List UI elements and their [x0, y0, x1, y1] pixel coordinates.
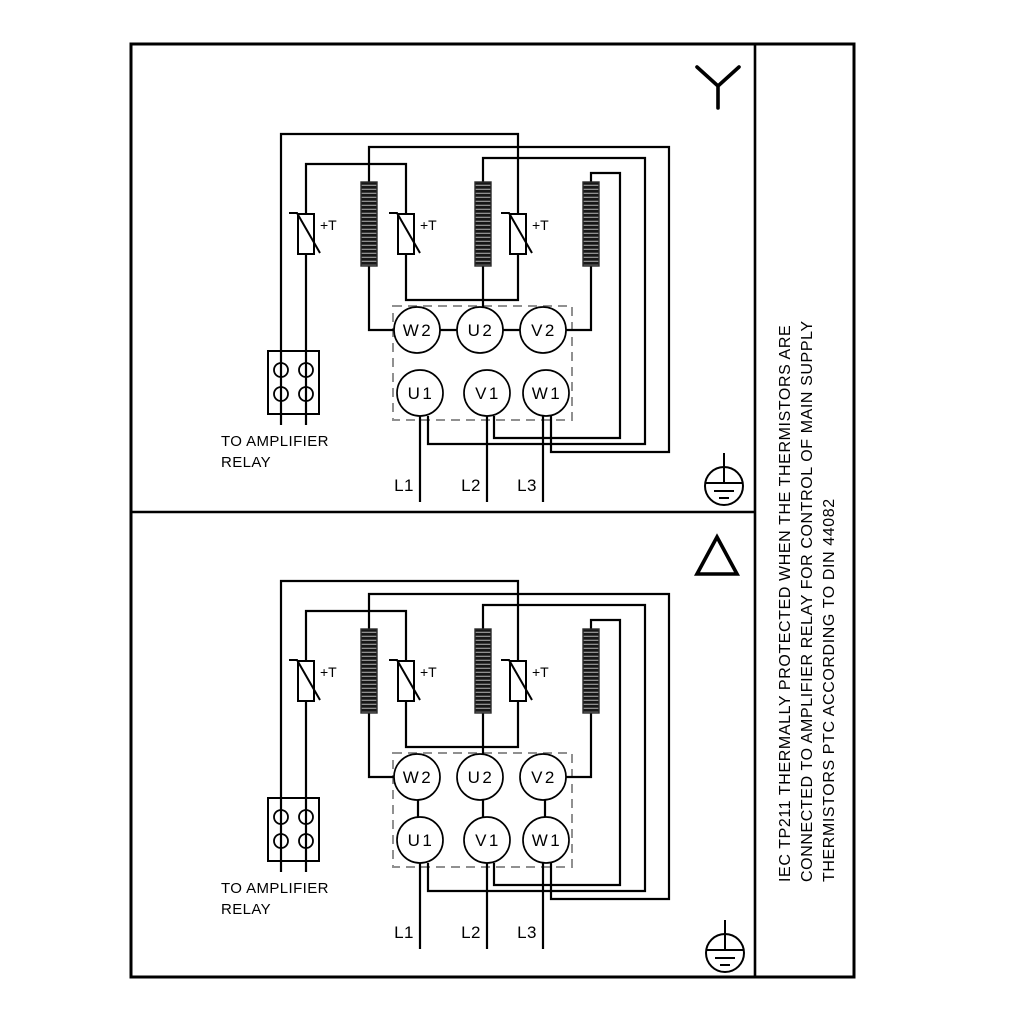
delta-connection-icon	[697, 537, 737, 574]
ground-icon	[706, 920, 744, 972]
winding-coil-v	[583, 629, 599, 713]
relay-note-line2: RELAY	[221, 901, 272, 918]
terminal-label-v2: V2	[531, 768, 557, 787]
thermistor-icon-1	[289, 213, 320, 254]
thermistor-icon-2	[389, 660, 420, 701]
winding-coil-w	[361, 629, 377, 713]
thermistor-label: +T	[420, 217, 437, 233]
panel-star	[221, 67, 743, 505]
supply-label-l3: L3	[517, 923, 537, 942]
terminal-label-v1: V1	[475, 831, 501, 850]
terminal-label-w2: W2	[402, 321, 434, 340]
thermistor-label: +T	[320, 664, 337, 680]
thermistor-icon-2	[389, 213, 420, 254]
terminal-label-w1: W1	[531, 384, 563, 403]
delta-bridge-links	[418, 800, 545, 817]
thermistor-label: +T	[532, 664, 549, 680]
amplifier-relay-connector	[268, 351, 319, 414]
winding-coil-w	[361, 182, 377, 266]
panel-delta	[221, 537, 744, 972]
thermistor-label: +T	[532, 217, 549, 233]
terminal-label-u1: U1	[407, 384, 435, 403]
star-connection-icon	[697, 67, 739, 108]
side-note-line1: IEC TP211 THERMALLY PROTECTED WHEN THE THERMISTORS ARE	[777, 324, 794, 882]
winding-coil-u	[475, 182, 491, 266]
supply-label-l1: L1	[394, 476, 414, 495]
supply-label-l2: L2	[461, 923, 481, 942]
terminal-label-w2: W2	[402, 768, 434, 787]
relay-note-line1: TO AMPLIFIER	[221, 433, 329, 450]
ground-icon	[705, 453, 743, 505]
supply-label-l3: L3	[517, 476, 537, 495]
relay-note-line2: RELAY	[221, 454, 272, 471]
amplifier-relay-connector	[268, 798, 319, 861]
terminal-label-u1: U1	[407, 831, 435, 850]
relay-note-line1: TO AMPLIFIER	[221, 880, 329, 897]
thermistor-icon-3	[501, 660, 532, 701]
terminal-label-w1: W1	[531, 831, 563, 850]
terminal-label-u2: U2	[467, 321, 495, 340]
thermistor-icon-1	[289, 660, 320, 701]
side-note-line2: CONNECTED TO AMPLIFIER RELAY FOR CONTROL OF MAIN SUPPLY	[799, 320, 816, 882]
terminal-label-v2: V2	[531, 321, 557, 340]
thermistor-label: +T	[420, 664, 437, 680]
winding-coil-v	[583, 182, 599, 266]
supply-label-l2: L2	[461, 476, 481, 495]
terminal-label-v1: V1	[475, 384, 501, 403]
terminal-label-u2: U2	[467, 768, 495, 787]
thermistor-icon-3	[501, 213, 532, 254]
delta-circuit	[221, 581, 669, 949]
side-note	[777, 320, 838, 882]
star-circuit	[221, 134, 669, 502]
winding-coil-u	[475, 629, 491, 713]
thermistor-label: +T	[320, 217, 337, 233]
supply-label-l1: L1	[394, 923, 414, 942]
side-note-line3: THERMISTORS PTC ACCORDING TO DIN 44082	[821, 498, 838, 882]
